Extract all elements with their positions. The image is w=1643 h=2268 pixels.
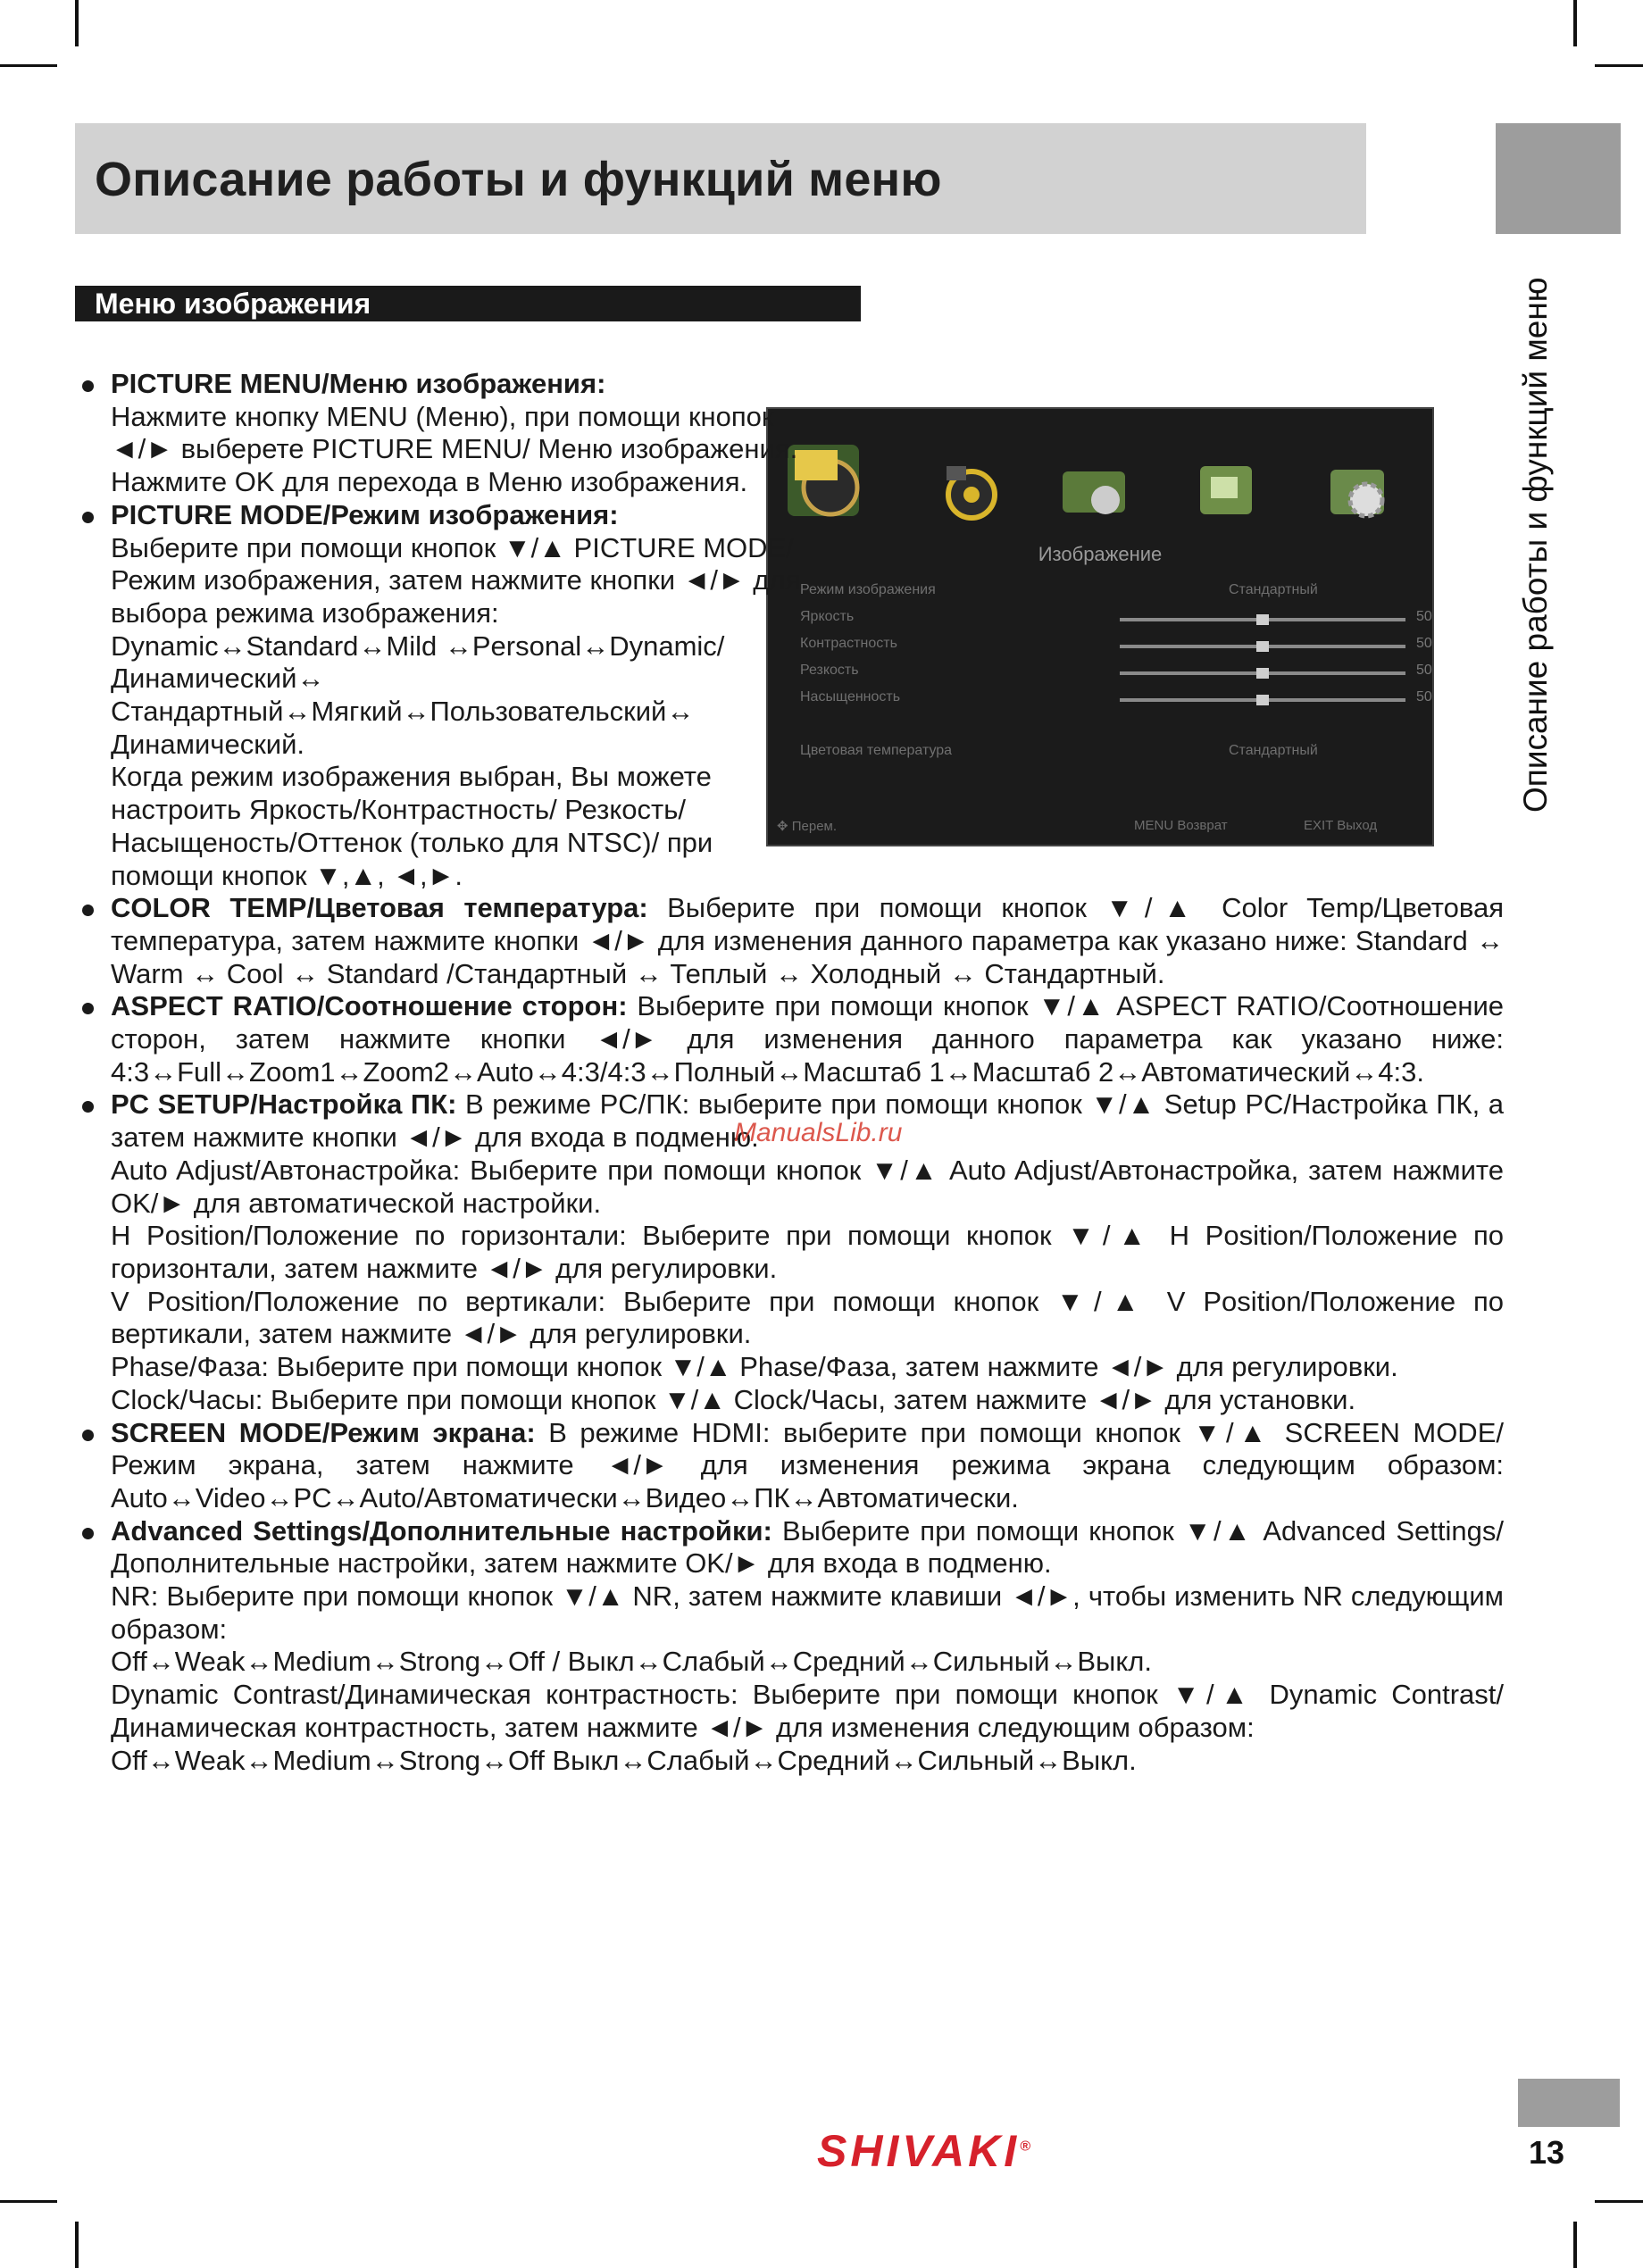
pc-phase: Phase/Фаза: Выберите при помощи кнопок ▼/▲ Phase/Фаза, затем нажмите ◄/► для регулировки. [111, 1351, 1398, 1383]
page-header [75, 123, 1366, 234]
page-title: Описание работы и функций меню [95, 153, 942, 206]
item-text: Выберите при помощи кнопок ▼/▲ Color Temp/Цветовая температура, затем нажмите кнопки ◄/► для изменения данного параметра как указано ниже: Standard ↔ Warm ↔ Cool ↔ Standard /Стандартный ↔ Теплый ↔ Холодный ↔ Стандартный. [111, 892, 1505, 989]
crop-mark [75, 2222, 79, 2268]
section-title: Меню изображения [95, 288, 371, 320]
tv-row-value: Стандартный [1229, 582, 1318, 597]
brand-logo [817, 2125, 1034, 2177]
tv-row-label: Насыщенность [800, 689, 901, 705]
item-text: Выберите при помощи кнопок ▼/▲ Advanced Settings/Дополнительные настройки, затем нажмите OK/► для входа в подменю. [111, 1514, 1504, 1580]
tv-row-label: Режим изображения [800, 582, 936, 597]
item-heading: Advanced Settings/Дополнительные настройки: [111, 1514, 772, 1547]
item-heading: PICTURE MODE/Режим изображения: [111, 498, 619, 530]
crop-mark [1595, 2200, 1643, 2203]
page-tab-marker [1518, 2079, 1620, 2127]
item-heading: PICTURE MENU/Меню изображения: [111, 368, 606, 399]
tv-footer-exit: EXIT Выход [1304, 818, 1378, 833]
section-header [75, 286, 861, 321]
item-text: Выберите при помощи кнопок ▼/▲ PICTURE MODE/Режим изображения, затем нажмите кнопки ◄/► для выбора режима изображения: Dynamic↔Standard↔Mild ↔Personal↔Dynamic/Динамический↔ Стандартный↔Мягкий↔Пользовательский↔ Динамический. [111, 531, 801, 760]
page-number: 13 [1529, 2134, 1565, 2171]
tv-footer-move-label: Перем. [791, 819, 838, 834]
item-heading: PC SETUP/Настройка ПК: [111, 1088, 457, 1121]
tv-row-number: 50 [1416, 609, 1432, 624]
item-color-temp [75, 892, 1504, 990]
side-tab-marker [1496, 123, 1621, 234]
crop-mark [1573, 0, 1577, 46]
tv-row-number: 50 [1416, 663, 1432, 678]
item-text: В режиме PC/ПК: выберите при помощи кнопок ▼/▲ Setup PC/Настройка ПК, а затем нажмите кнопки ◄/► для входа в подменю. [111, 1088, 1504, 1154]
advanced-dynamic-contrast: Dynamic Contrast/Динамическая контрастность: Выберите при помощи кнопок ▼/▲ Dynamic Contrast/Динамическая контрастность, затем нажмите ◄/► для изменения следующим образом: [111, 1679, 1504, 1743]
item-screen-mode [75, 1417, 1504, 1515]
pc-v-position: V Position/Положение по вертикали: Выберите при помощи кнопок ▼/▲ V Position/Положение по вертикали, затем нажмите ◄/► для регулировки. [111, 1285, 1504, 1350]
crop-mark [0, 64, 57, 67]
crop-mark [1595, 64, 1643, 67]
advanced-dc-values: Off↔Weak↔Medium↔Strong↔Off Выкл↔Слабый↔Средний↔Сильный↔Выкл. [111, 1744, 1137, 1776]
side-label [1509, 268, 1563, 813]
tv-row-value: Стандартный [1229, 743, 1318, 758]
crop-mark [0, 2200, 57, 2203]
body-content [75, 368, 1505, 1777]
pc-clock: Clock/Часы: Выберите при помощи кнопок ▼/▲ Clock/Часы, затем нажмите ◄/► для установки. [111, 1383, 1356, 1415]
advanced-nr-values: Off↔Weak↔Medium↔Strong↔Off / Выкл↔Слабый↔Средний↔Сильный↔Выкл. [111, 1646, 1152, 1678]
tv-row-label: Контрастность [800, 636, 897, 651]
side-label-text: Описание работы и функций меню [1517, 277, 1554, 813]
registered-mark: ® [1020, 2139, 1034, 2155]
item-heading: SCREEN MODE/Режим экрана: [111, 1416, 536, 1448]
item-picture-mode [75, 499, 816, 892]
item-text: Нажмите кнопку MENU (Меню), при помощи кнопок ◄/► выберете PICTURE MENU/ Меню изображения. Нажмите OK для перехода в Меню изображения. [111, 400, 798, 498]
item-aspect-ratio [75, 990, 1504, 1088]
item-text: Выберите при помощи кнопок ▼/▲ ASPECT RATIO/Соотношение сторон, затем нажмите кнопки ◄/► для изменения данного параметра как указано ниже: 4:3↔Full↔Zoom1↔Zoom2↔Auto↔4:3/4:3↔Полный↔Масштаб 1↔Масштаб 2↔Автоматический↔4:3. [111, 990, 1504, 1088]
advanced-nr: NR: Выберите при помощи кнопок ▼/▲ NR, затем нажмите клавиши ◄/►, чтобы изменить NR следующим образом: [111, 1580, 1504, 1645]
crop-mark [75, 0, 79, 46]
item-text: В режиме HDMI: выберите при помощи кнопок ▼/▲ SCREEN MODE/Режим экрана, затем нажмите ◄/► для изменения режима экрана следующим образом: Auto↔Video↔PC↔Auto/Автоматически↔Видео↔ПК↔Автоматически. [111, 1416, 1504, 1513]
dpad-icon: ✥ [777, 819, 788, 834]
tv-row-label: Резкость [800, 663, 859, 678]
pc-auto-adjust: Auto Adjust/Автонастройка: Выберите при помощи кнопок ▼/▲ Auto Adjust/Автонастройка, затем нажмите OK/► для автоматической настройки. [111, 1154, 1504, 1219]
watermark: ManualsLib.ru [734, 1118, 903, 1147]
tv-menu-title: Изображение [1038, 543, 1163, 565]
brand-name: SHIVAKI [817, 2126, 1021, 2176]
pc-h-position: H Position/Положение по горизонтали: Выберите при помощи кнопок ▼/▲ H Position/Положение по горизонтали, затем нажмите ◄/► для регулировки. [111, 1220, 1504, 1284]
tv-row-number: 50 [1416, 636, 1432, 651]
item-heading: ASPECT RATIO/Соотношение сторон: [111, 990, 628, 1022]
tv-footer-back: MENU Возврат [1134, 818, 1228, 833]
item-picture-menu [75, 368, 816, 499]
tv-row-number: 50 [1416, 689, 1432, 705]
item-text: Когда режим изображения выбран, Вы можете настроить Яркость/Контрастность/ Резкость/Насыщеность/Оттенок (только для NTSC)/ при помощи кнопок ▼,▲, ◄,►. [111, 761, 713, 891]
tv-row-label: Цветовая температура [800, 743, 953, 758]
crop-mark [1573, 2222, 1577, 2268]
tv-row-label: Яркость [800, 609, 855, 624]
item-advanced-settings [75, 1515, 1504, 1580]
item-heading: COLOR TEMP/Цветовая температура: [111, 892, 648, 924]
